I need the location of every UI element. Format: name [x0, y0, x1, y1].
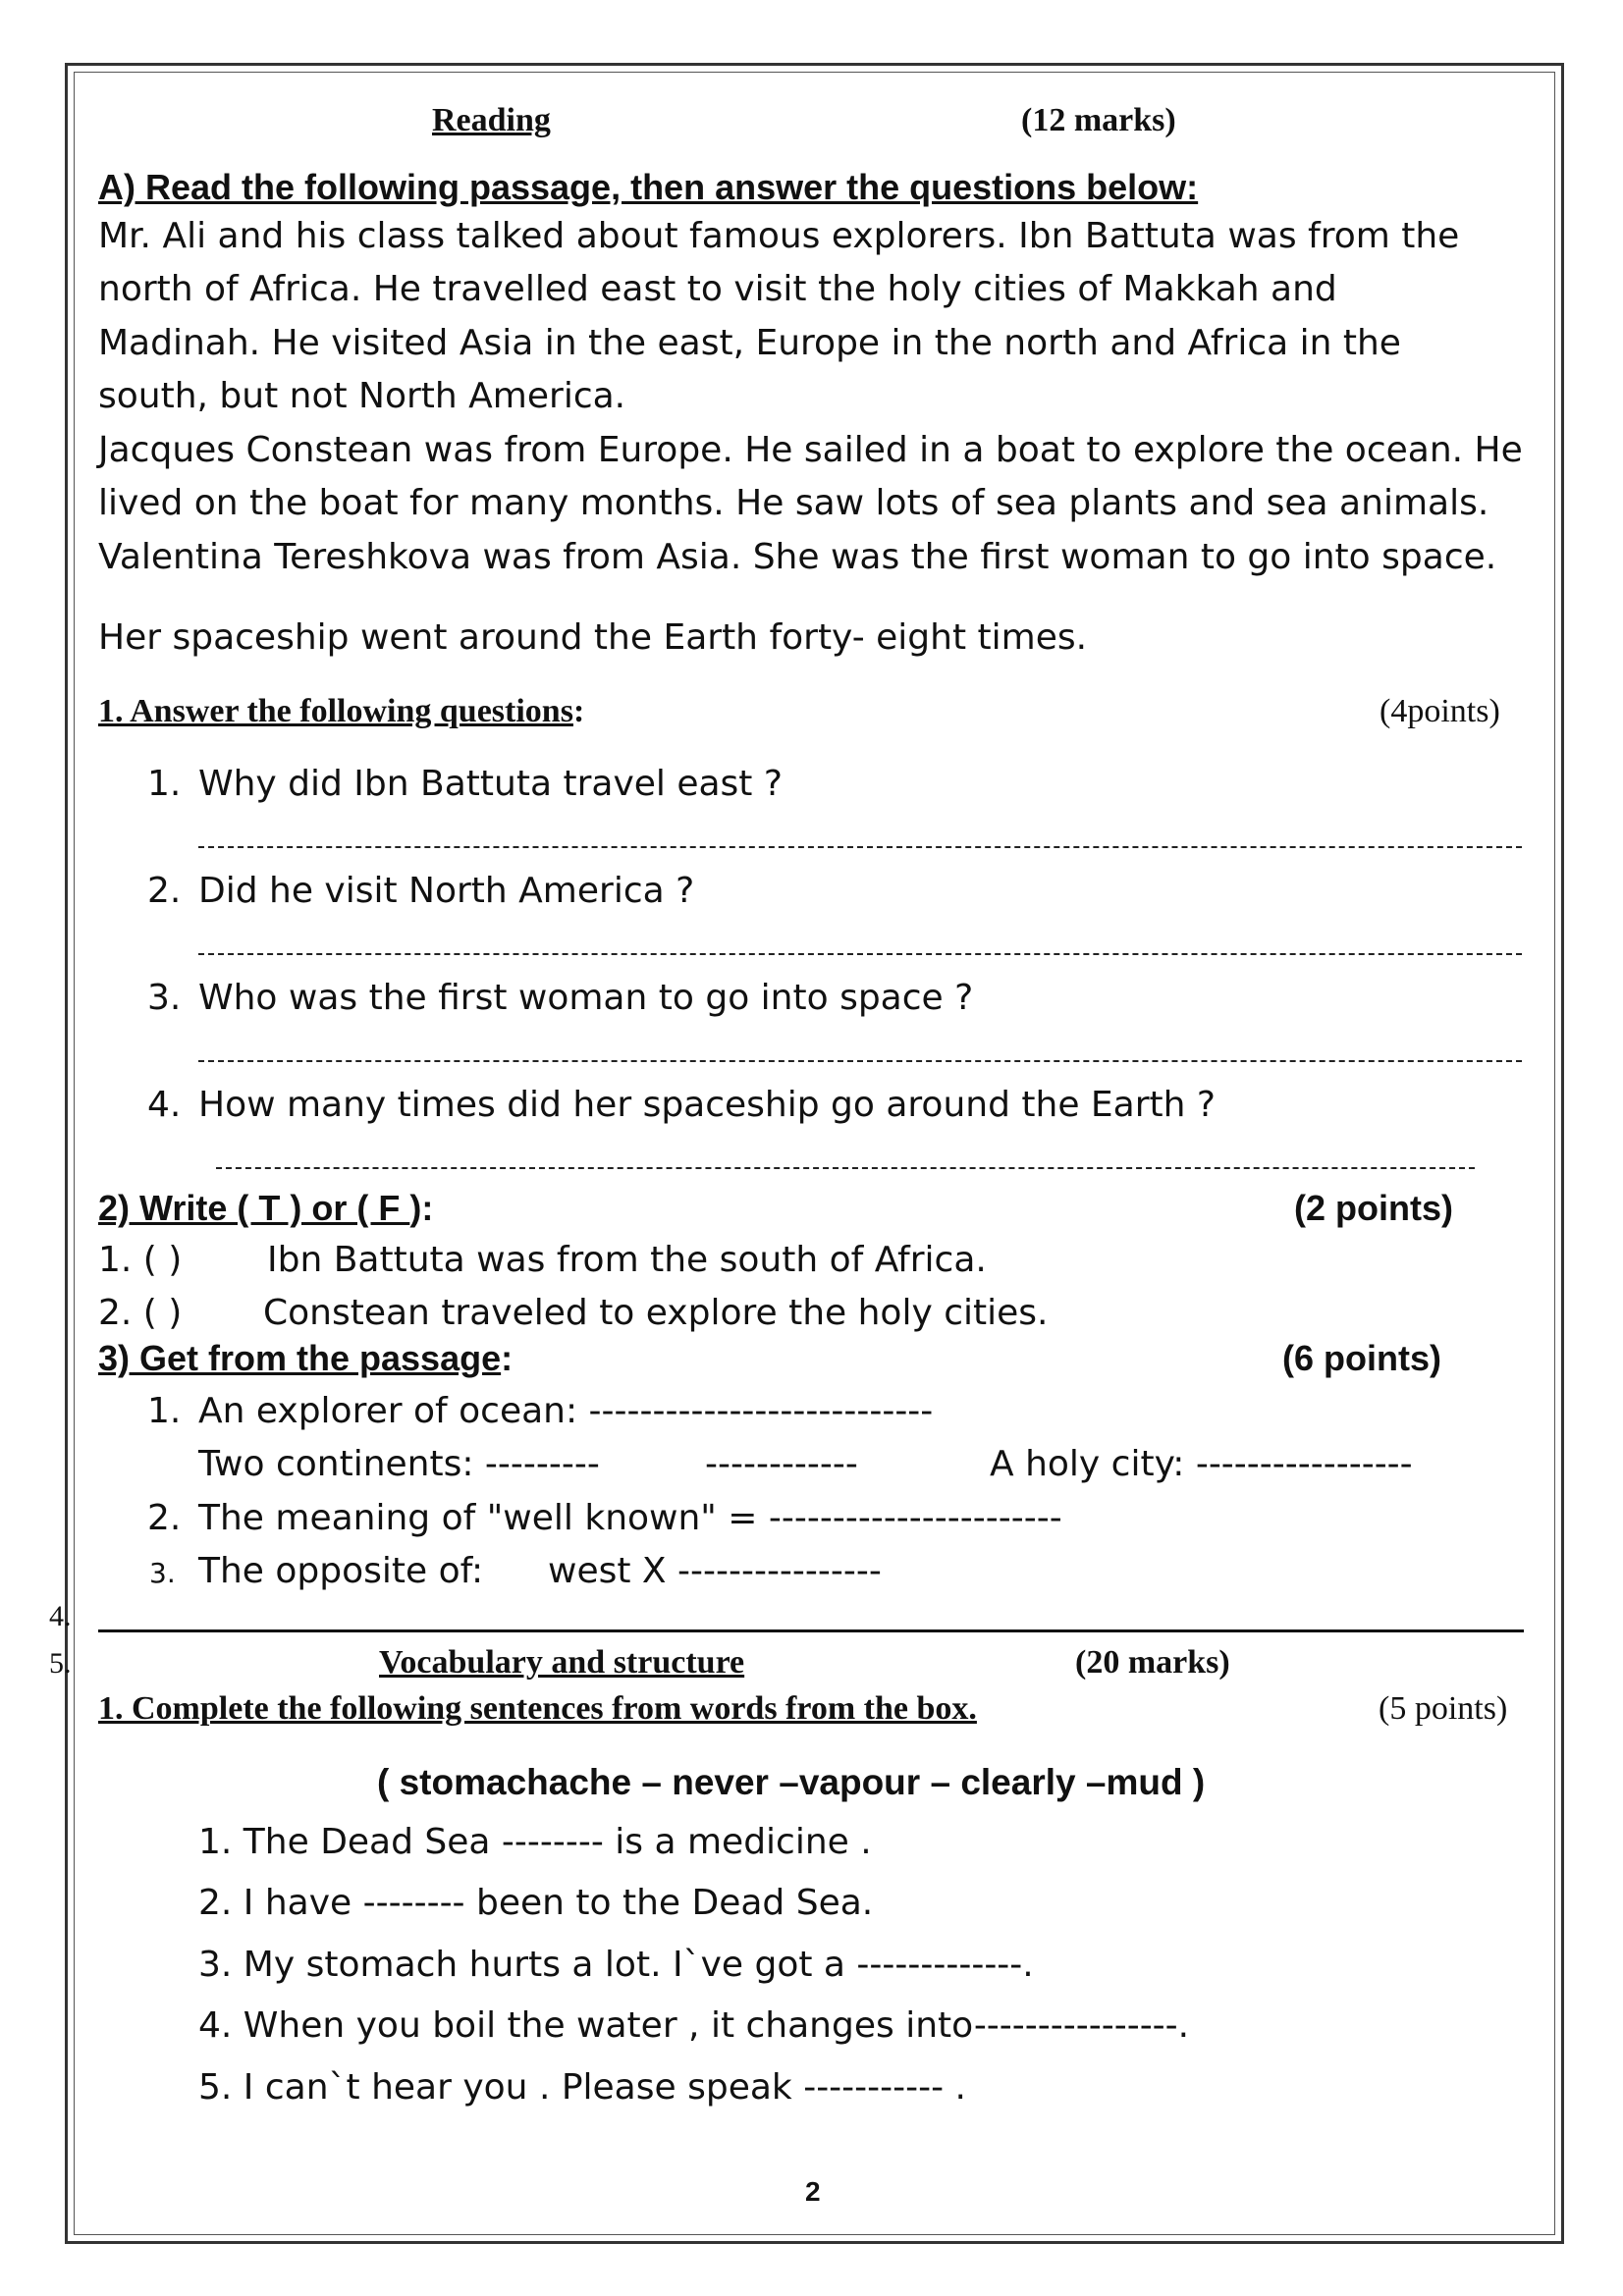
tf-statement: Constean traveled to explore the holy cities. [263, 1293, 1049, 1333]
vocabulary-sentence: 3. My stomach hurts a lot. I`ve got a -------------. [198, 1945, 1034, 1985]
tf-statement: Ibn Battuta was from the south of Africa. [267, 1240, 987, 1280]
section-divider [98, 1629, 1524, 1632]
passage-line: Valentina Tereshkova was from Asia. She was the first woman to go into space. [98, 537, 1497, 577]
passage-line: Her spaceship went around the Earth forty- eight times. [98, 617, 1088, 658]
true-false-heading-tail: ): [409, 1188, 434, 1228]
question-text: Who was the first woman to go into space ? [198, 978, 974, 1018]
opposite-label: The opposite of: [198, 1551, 484, 1591]
question-number: 3. [147, 978, 182, 1018]
vocabulary-sentence: 2. I have -------- been to the Dead Sea. [198, 1883, 874, 1923]
get-from-passage-points: (6 points) [1282, 1338, 1441, 1378]
answer-questions-heading [98, 693, 584, 730]
passage-line: north of Africa. He travelled east to visit the holy cities of Makkah and [98, 269, 1337, 309]
gfp-number: 1. [147, 1391, 182, 1431]
true-false-points: (2 points) [1294, 1188, 1453, 1228]
vocabulary-sentence: 4. When you boil the water , it changes into----------------. [198, 2005, 1190, 2046]
vocabulary-title: Vocabulary and structure [379, 1644, 745, 1681]
stray-number: 5. [49, 1647, 72, 1680]
vocabulary-sentence: 1. The Dead Sea -------- is a medicine . [198, 1822, 872, 1862]
answer-line[interactable] [216, 1167, 1475, 1169]
holy-city: A holy city: ----------------- [990, 1444, 1413, 1484]
two-continents-second: ------------ [705, 1444, 858, 1484]
passage-heading: A) Read the following passage, then answer the questions below: [98, 167, 1199, 207]
page-number: 2 [805, 2176, 821, 2207]
vocabulary-heading: 1. Complete the following sentences from words from the box. [98, 1690, 977, 1727]
question-number: 1. [147, 764, 182, 804]
two-continents: Two continents: --------- [198, 1444, 600, 1484]
vocabulary-sentence: 5. I can`t hear you . Please speak ----------- . [198, 2067, 966, 2108]
opposite-west: west X ---------------- [548, 1551, 882, 1591]
gfp-number: 2. [147, 1498, 182, 1538]
stray-number: 4. [49, 1600, 72, 1632]
passage-line: Mr. Ali and his class talked about famous explorers. Ibn Battuta was from the [98, 216, 1460, 256]
answer-line[interactable] [198, 953, 1522, 955]
passage-line: Madinah. He visited Asia in the east, Europe in the north and Africa in the [98, 323, 1401, 363]
question-text: Did he visit North America ? [198, 871, 695, 911]
question-text: Why did Ibn Battuta travel east ? [198, 764, 783, 804]
true-false-heading-text: 2) Write ( T ) or ( F [98, 1188, 410, 1228]
question-text: How many times did her spaceship go around the Earth ? [198, 1085, 1217, 1125]
answer-questions-heading-colon: : [572, 693, 585, 729]
question-number: 4. [147, 1085, 182, 1125]
get-from-passage-heading-colon: : [501, 1338, 514, 1378]
answer-line[interactable] [198, 1060, 1522, 1062]
passage-line: lived on the boat for many months. He saw lots of sea plants and sea animals. [98, 483, 1489, 523]
gfp-number: 3. [149, 1557, 176, 1589]
question-number: 2. [147, 871, 182, 911]
word-box: ( stomachache – never –vapour – clearly –mud ) [377, 1762, 1206, 1802]
vocabulary-points: (5 points) [1379, 1690, 1508, 1727]
get-from-passage-heading-text: 3) Get from the passage [98, 1338, 502, 1378]
answer-questions-points: (4points) [1380, 693, 1500, 729]
reading-title: Reading [432, 102, 551, 138]
passage-line: south, but not North America. [98, 376, 626, 416]
get-from-passage-heading [98, 1338, 513, 1379]
answer-line[interactable] [198, 846, 1522, 848]
tf-number: 1. ( ) [98, 1240, 183, 1280]
passage-line: Jacques Constean was from Europe. He sailed in a boat to explore the ocean. He [98, 430, 1523, 470]
reading-marks: (12 marks) [1021, 102, 1176, 138]
meaning-well-known: The meaning of "well known" = ----------------------- [198, 1498, 1062, 1538]
true-false-heading [98, 1188, 433, 1229]
explorer-of-ocean: An explorer of ocean: --------------------------- [198, 1391, 934, 1431]
vocabulary-marks: (20 marks) [1075, 1644, 1230, 1681]
tf-number: 2. ( ) [98, 1293, 183, 1333]
answer-questions-heading-text: 1. Answer the following questions [98, 693, 573, 729]
